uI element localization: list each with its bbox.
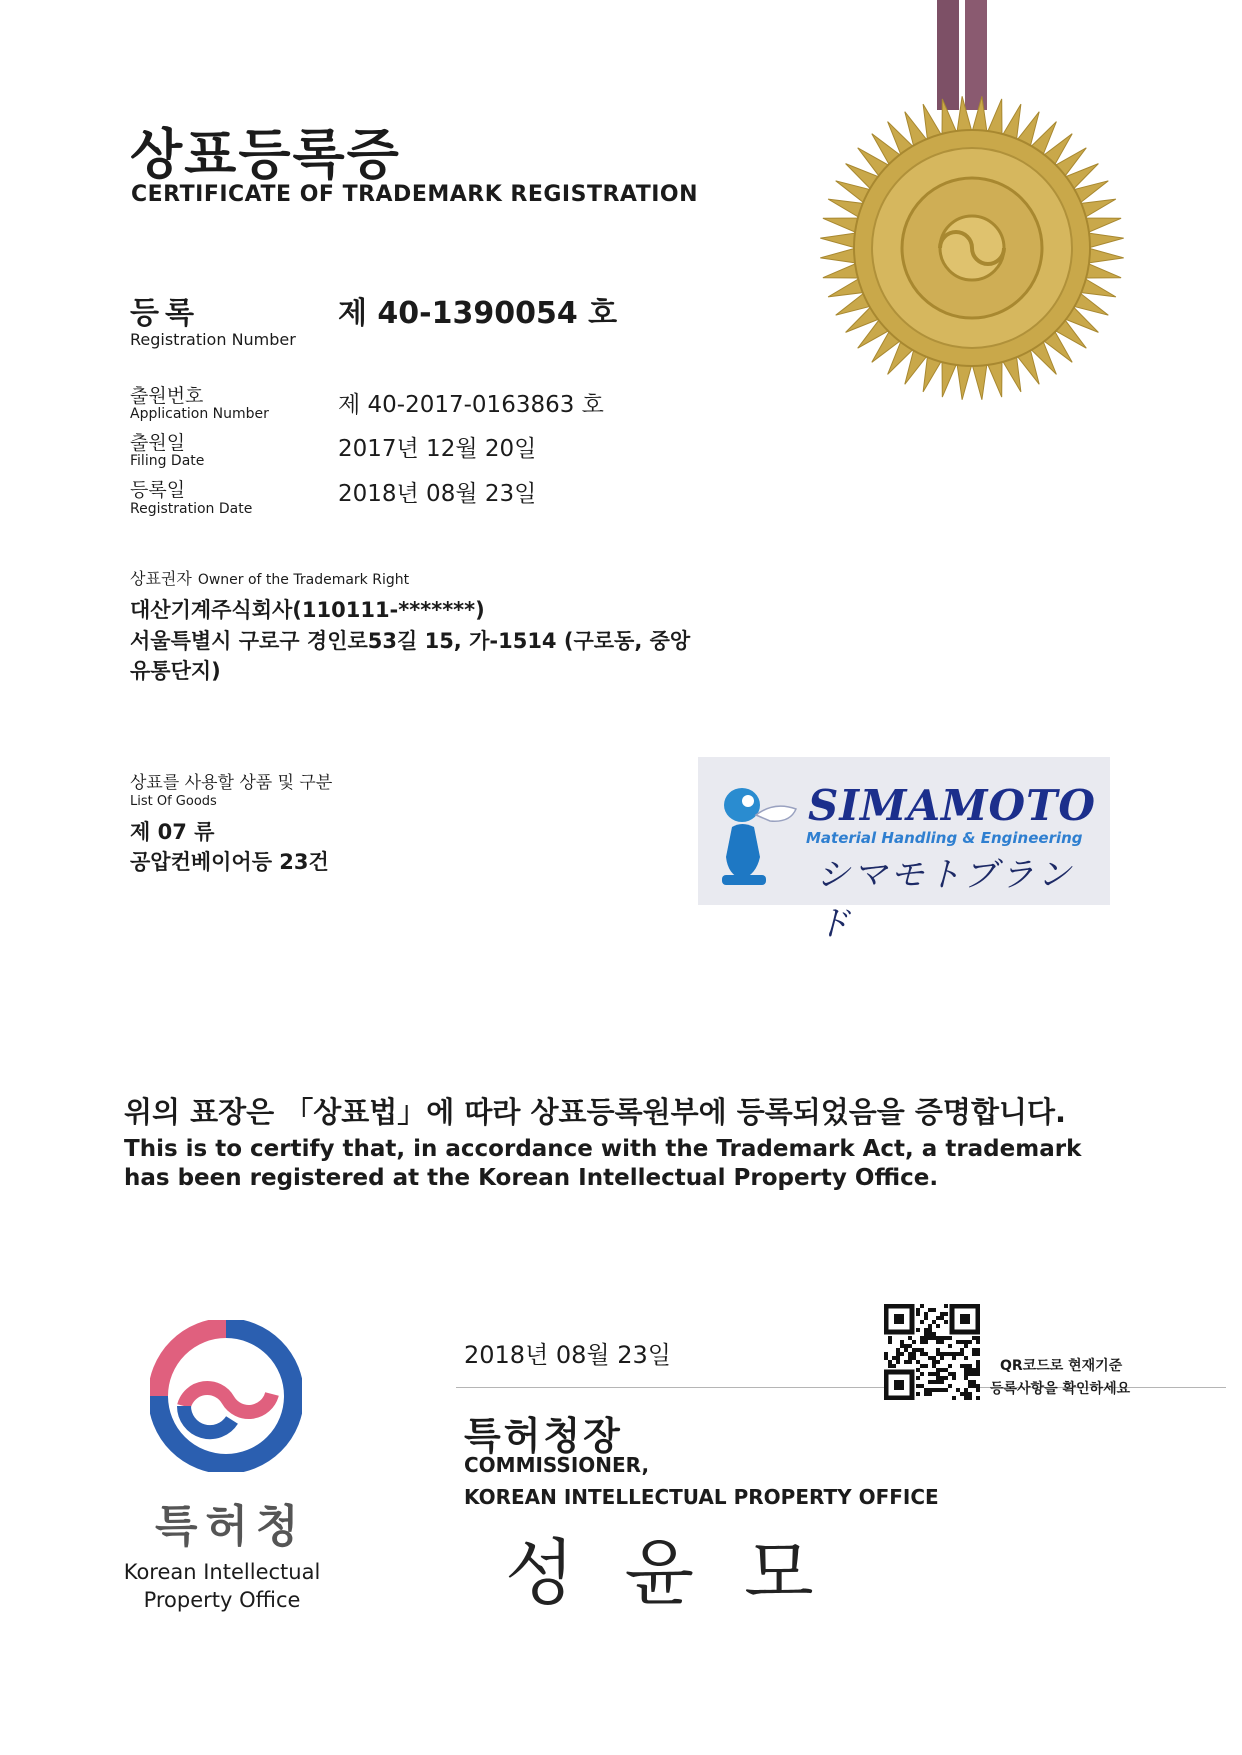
qr-cell bbox=[976, 1388, 980, 1392]
filing-date-label-korean: 출원일 bbox=[130, 432, 186, 454]
issue-date: 2018년 08월 23일 bbox=[464, 1341, 671, 1369]
qr-cell bbox=[920, 1364, 924, 1368]
qr-cell bbox=[972, 1380, 976, 1384]
qr-cell bbox=[948, 1372, 952, 1376]
qr-cell bbox=[904, 1360, 908, 1364]
registration-label-korean: 등록 bbox=[130, 296, 200, 331]
qr-cell bbox=[924, 1332, 928, 1336]
qr-cell bbox=[924, 1328, 928, 1332]
qr-cell bbox=[976, 1396, 980, 1400]
qr-cell bbox=[920, 1372, 924, 1376]
qr-cell bbox=[944, 1304, 948, 1308]
qr-cell bbox=[932, 1360, 936, 1364]
qr-cell bbox=[936, 1372, 940, 1376]
qr-cell bbox=[972, 1336, 976, 1340]
qr-cell bbox=[960, 1364, 964, 1368]
qr-cell bbox=[944, 1352, 948, 1356]
qr-cell bbox=[932, 1388, 936, 1392]
qr-cell bbox=[916, 1360, 920, 1364]
qr-cell bbox=[948, 1384, 952, 1388]
qr-cell bbox=[932, 1320, 936, 1324]
qr-cell bbox=[976, 1336, 980, 1340]
certification-text-korean: 위의 표장은 「상표법」에 따라 상표등록원부에 등록되었음을 증명합니다. bbox=[124, 1095, 1067, 1129]
qr-cell bbox=[936, 1360, 940, 1364]
commissioner-signature: 성윤모 bbox=[505, 1531, 864, 1615]
qr-cell bbox=[928, 1336, 932, 1340]
qr-cell bbox=[920, 1320, 924, 1324]
qr-cell bbox=[948, 1336, 952, 1340]
goods-items: 공압컨베이어등 23건 bbox=[130, 850, 329, 874]
qr-cell bbox=[968, 1380, 972, 1384]
qr-cell bbox=[920, 1336, 924, 1340]
owner-label-korean: 상표권자 bbox=[130, 569, 192, 588]
qr-cell bbox=[920, 1348, 924, 1352]
qr-cell bbox=[952, 1352, 956, 1356]
owner-label bbox=[130, 566, 409, 589]
qr-cell bbox=[892, 1356, 896, 1360]
qr-cell bbox=[952, 1376, 956, 1380]
qr-cell bbox=[888, 1364, 892, 1368]
application-number-label-english: Application Number bbox=[130, 406, 269, 422]
qr-cell bbox=[908, 1344, 912, 1348]
qr-cell bbox=[924, 1312, 928, 1316]
qr-cell bbox=[888, 1336, 892, 1340]
qr-cell bbox=[940, 1312, 944, 1316]
application-number-label-korean: 출원번호 bbox=[130, 385, 204, 407]
qr-cell bbox=[968, 1368, 972, 1372]
qr-cell bbox=[920, 1384, 924, 1388]
qr-cell bbox=[936, 1340, 940, 1344]
qr-cell bbox=[960, 1340, 964, 1344]
qr-cell bbox=[900, 1344, 904, 1348]
qr-cell bbox=[884, 1356, 888, 1360]
qr-cell bbox=[924, 1388, 928, 1392]
qr-cell bbox=[936, 1376, 940, 1380]
qr-cell bbox=[936, 1316, 940, 1320]
qr-code-icon[interactable] bbox=[884, 1304, 980, 1400]
qr-cell bbox=[956, 1352, 960, 1356]
qr-cell bbox=[928, 1380, 932, 1384]
qr-cell bbox=[928, 1388, 932, 1392]
qr-cell bbox=[976, 1360, 980, 1364]
qr-cell bbox=[976, 1340, 980, 1344]
qr-cell bbox=[932, 1332, 936, 1336]
registration-label-english: Registration Number bbox=[130, 330, 296, 349]
qr-cell bbox=[936, 1324, 940, 1328]
qr-cell bbox=[976, 1364, 980, 1368]
qr-cell bbox=[916, 1384, 920, 1388]
taegeuk-emblem-icon bbox=[150, 1320, 302, 1472]
qr-instruction-line2: 등록사항을 확인하세요 bbox=[990, 1381, 1131, 1397]
owner-address-line1: 서울특별시 구로구 경인로53길 15, 가-1514 (구로동, 중앙 bbox=[130, 629, 691, 653]
qr-cell bbox=[956, 1388, 960, 1392]
qr-cell bbox=[928, 1332, 932, 1336]
qr-cell bbox=[924, 1340, 928, 1344]
qr-cell bbox=[940, 1368, 944, 1372]
goods-class: 제 07 류 bbox=[130, 820, 215, 844]
qr-cell bbox=[964, 1344, 968, 1348]
qr-cell bbox=[912, 1340, 916, 1344]
qr-cell bbox=[932, 1364, 936, 1368]
qr-cell bbox=[964, 1396, 968, 1400]
registration-number: 제 40-1390054 호 bbox=[338, 296, 618, 331]
qr-cell bbox=[932, 1372, 936, 1376]
qr-cell bbox=[924, 1316, 928, 1320]
qr-cell bbox=[920, 1352, 924, 1356]
qr-cell bbox=[924, 1336, 928, 1340]
qr-cell bbox=[964, 1388, 968, 1392]
qr-cell bbox=[972, 1352, 976, 1356]
qr-cell bbox=[976, 1368, 980, 1372]
qr-cell bbox=[944, 1368, 948, 1372]
owner-address-line2: 유통단지) bbox=[130, 659, 221, 683]
registration-date-label-korean: 등록일 bbox=[130, 479, 186, 501]
qr-cell bbox=[940, 1340, 944, 1344]
qr-cell bbox=[968, 1384, 972, 1388]
qr-cell bbox=[928, 1372, 932, 1376]
qr-cell bbox=[904, 1348, 908, 1352]
qr-cell bbox=[936, 1348, 940, 1352]
registration-date-label-english: Registration Date bbox=[130, 501, 253, 517]
qr-cell bbox=[932, 1356, 936, 1360]
qr-cell bbox=[960, 1392, 964, 1396]
qr-cell bbox=[944, 1312, 948, 1316]
goods-label-korean: 상표를 사용할 상품 및 구분 bbox=[130, 773, 333, 793]
qr-cell bbox=[888, 1360, 892, 1364]
qr-cell bbox=[964, 1340, 968, 1344]
qr-cell bbox=[916, 1328, 920, 1332]
owner-name: 대산기계주식회사(110111-*******) bbox=[130, 598, 485, 622]
qr-cell bbox=[928, 1356, 932, 1360]
trademark-kana: シマモトブランド bbox=[816, 855, 1074, 944]
qr-cell bbox=[972, 1372, 976, 1376]
qr-cell bbox=[900, 1352, 904, 1356]
qr-cell bbox=[916, 1348, 920, 1352]
owner-label-english: Owner of the Trademark Right bbox=[197, 572, 410, 588]
qr-cell bbox=[972, 1384, 976, 1388]
qr-cell bbox=[896, 1348, 900, 1352]
qr-cell bbox=[920, 1304, 924, 1308]
qr-cell bbox=[948, 1344, 952, 1348]
qr-cell bbox=[888, 1340, 892, 1344]
qr-cell bbox=[928, 1328, 932, 1332]
qr-cell bbox=[896, 1356, 900, 1360]
qr-cell bbox=[936, 1336, 940, 1340]
agency-name-english-line1: Korean Intellectual bbox=[123, 1560, 321, 1584]
qr-cell bbox=[884, 1352, 888, 1356]
qr-cell bbox=[908, 1356, 912, 1360]
qr-cell bbox=[908, 1336, 912, 1340]
qr-cell bbox=[944, 1320, 948, 1324]
qr-cell bbox=[924, 1392, 928, 1396]
qr-cell bbox=[896, 1360, 900, 1364]
qr-cell bbox=[916, 1392, 920, 1396]
qr-cell bbox=[908, 1352, 912, 1356]
qr-cell bbox=[924, 1352, 928, 1356]
qr-cell bbox=[912, 1352, 916, 1356]
qr-cell bbox=[968, 1396, 972, 1400]
qr-cell bbox=[964, 1356, 968, 1360]
qr-cell bbox=[976, 1384, 980, 1388]
qr-instruction-line1: QR코드로 현재기준 bbox=[1000, 1358, 1123, 1374]
mascot-icon bbox=[712, 775, 804, 890]
qr-cell bbox=[936, 1352, 940, 1356]
qr-cell bbox=[928, 1324, 932, 1328]
qr-cell bbox=[968, 1364, 972, 1368]
qr-cell bbox=[964, 1392, 968, 1396]
qr-cell bbox=[940, 1388, 944, 1392]
gold-seal-icon bbox=[816, 92, 1128, 404]
qr-cell bbox=[892, 1364, 896, 1368]
qr-cell bbox=[968, 1340, 972, 1344]
agency-name-korean: 특허청 bbox=[155, 1501, 307, 1552]
agency-name-english-line2: Property Office bbox=[143, 1588, 301, 1612]
qr-cell bbox=[976, 1352, 980, 1356]
qr-cell bbox=[964, 1372, 968, 1376]
trademark-name: SIMAMOTO bbox=[808, 781, 1096, 830]
qr-cell bbox=[940, 1352, 944, 1356]
qr-cell bbox=[912, 1356, 916, 1360]
qr-cell bbox=[896, 1352, 900, 1356]
qr-cell bbox=[916, 1308, 920, 1312]
goods-label-english: List Of Goods bbox=[130, 794, 217, 809]
qr-cell bbox=[932, 1380, 936, 1384]
certification-text-english-line1: This is to certify that, in accordance with the Trademark Act, a trademark bbox=[124, 1136, 1082, 1162]
qr-cell bbox=[904, 1344, 908, 1348]
qr-cell bbox=[940, 1376, 944, 1380]
trademark-subtitle: Material Handling & Engineering bbox=[806, 829, 1083, 847]
qr-cell bbox=[940, 1380, 944, 1384]
qr-cell bbox=[916, 1376, 920, 1380]
qr-cell bbox=[936, 1380, 940, 1384]
qr-cell bbox=[940, 1356, 944, 1360]
commissioner-title-english-line1: COMMISSIONER, bbox=[464, 1453, 650, 1477]
qr-cell bbox=[960, 1348, 964, 1352]
registration-date-value: 2018년 08월 23일 bbox=[338, 481, 537, 507]
qr-cell bbox=[976, 1372, 980, 1376]
commissioner-title-korean: 특허청장 bbox=[464, 1414, 623, 1458]
certificate-title-korean: 상표등록증 bbox=[130, 123, 401, 186]
qr-cell bbox=[924, 1364, 928, 1368]
qr-cell bbox=[940, 1316, 944, 1320]
qr-cell bbox=[972, 1368, 976, 1372]
qr-cell bbox=[972, 1348, 976, 1352]
qr-cell bbox=[968, 1392, 972, 1396]
qr-cell bbox=[936, 1388, 940, 1392]
qr-cell bbox=[968, 1372, 972, 1376]
filing-date-label-english: Filing Date bbox=[130, 453, 205, 469]
qr-cell bbox=[936, 1368, 940, 1372]
trademark-logo bbox=[698, 757, 1110, 944]
qr-cell bbox=[920, 1340, 924, 1344]
qr-cell bbox=[976, 1348, 980, 1352]
qr-cell bbox=[944, 1336, 948, 1340]
qr-cell bbox=[952, 1372, 956, 1376]
qr-cell bbox=[900, 1340, 904, 1344]
qr-cell bbox=[964, 1364, 968, 1368]
qr-cell bbox=[948, 1352, 952, 1356]
qr-cell bbox=[940, 1336, 944, 1340]
qr-cell bbox=[964, 1376, 968, 1380]
qr-cell bbox=[932, 1308, 936, 1312]
qr-cell bbox=[912, 1348, 916, 1352]
qr-cell bbox=[956, 1340, 960, 1344]
qr-cell bbox=[916, 1368, 920, 1372]
qr-cell bbox=[932, 1336, 936, 1340]
commissioner-title-english-line2: KOREAN INTELLECTUAL PROPERTY OFFICE bbox=[464, 1485, 939, 1509]
qr-cell bbox=[944, 1388, 948, 1392]
qr-cell bbox=[948, 1364, 952, 1368]
certification-text-english-line2: has been registered at the Korean Intellectual Property Office. bbox=[124, 1165, 939, 1191]
qr-cell bbox=[952, 1396, 956, 1400]
application-number-value: 제 40-2017-0163863 호 bbox=[338, 392, 604, 418]
qr-cell bbox=[928, 1308, 932, 1312]
qr-cell bbox=[944, 1376, 948, 1380]
qr-cell bbox=[928, 1392, 932, 1396]
qr-cell bbox=[952, 1356, 956, 1360]
qr-cell bbox=[916, 1312, 920, 1316]
qr-cell bbox=[964, 1368, 968, 1372]
qr-cell bbox=[960, 1352, 964, 1356]
qr-cell bbox=[908, 1360, 912, 1364]
certificate-title-english: CERTIFICATE OF TRADEMARK REGISTRATION bbox=[131, 182, 699, 207]
filing-date-value: 2017년 12월 20일 bbox=[338, 436, 537, 462]
